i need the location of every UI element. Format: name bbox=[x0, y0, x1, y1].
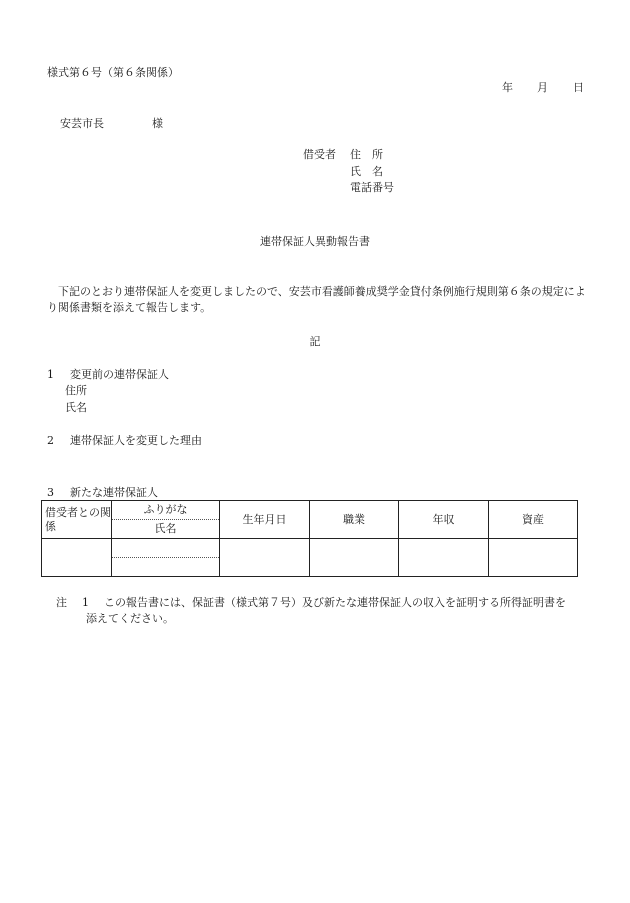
body-text bbox=[47, 284, 587, 316]
birth-cell[interactable] bbox=[220, 539, 310, 577]
addressee bbox=[60, 117, 163, 131]
relation-cell[interactable] bbox=[42, 539, 112, 577]
borrower-fields bbox=[350, 148, 394, 198]
borrower-phone-label: 電話番号 bbox=[350, 181, 394, 194]
note-number: 1 bbox=[82, 596, 89, 609]
note-line-1 bbox=[56, 596, 566, 610]
note-label: 注 bbox=[56, 596, 67, 609]
section-1-number: 1 bbox=[47, 368, 54, 381]
previous-guarantor-address: 住所 bbox=[65, 384, 87, 397]
furigana-header: ふりがな bbox=[112, 501, 219, 520]
section-2-heading bbox=[47, 434, 202, 448]
note-text: この報告書には、保証書（様式第７号）及び新たな連帯保証人の収入を証明する所得証明書を bbox=[104, 596, 566, 609]
birth-header: 生年月日 bbox=[220, 501, 310, 539]
addressee-name: 安芸市長 bbox=[60, 117, 104, 130]
table-row bbox=[42, 539, 578, 577]
name-cell[interactable] bbox=[112, 558, 219, 576]
section-3-title: 新たな連帯保証人 bbox=[70, 486, 158, 499]
job-header: 職業 bbox=[310, 501, 399, 539]
relation-header: 借受者との関係 bbox=[42, 501, 112, 539]
ki-heading: 記 bbox=[309, 335, 321, 348]
table-header-row bbox=[42, 501, 578, 539]
borrower-address-label: 住 所 bbox=[350, 148, 383, 161]
job-cell[interactable] bbox=[310, 539, 399, 577]
section-1-title: 変更前の連帯保証人 bbox=[70, 368, 169, 381]
addressee-honorific: 様 bbox=[152, 117, 163, 130]
section-3-heading bbox=[47, 486, 158, 500]
section-1-heading bbox=[47, 368, 169, 382]
furigana-name-header bbox=[112, 501, 220, 539]
new-guarantor-table bbox=[41, 500, 578, 577]
income-header: 年収 bbox=[399, 501, 489, 539]
document-title: 連帯保証人異動報告書 bbox=[260, 235, 370, 248]
borrower-label: 借受者 bbox=[303, 148, 336, 161]
date-day: 日 bbox=[573, 81, 584, 94]
assets-cell[interactable] bbox=[489, 539, 578, 577]
furigana-cell[interactable] bbox=[112, 539, 219, 558]
previous-guarantor-name: 氏名 bbox=[65, 400, 87, 414]
borrower-name-label: 氏 名 bbox=[350, 164, 383, 178]
section-1-items bbox=[65, 384, 87, 417]
section-2-title: 連帯保証人を変更した理由 bbox=[70, 434, 202, 447]
income-cell[interactable] bbox=[399, 539, 489, 577]
assets-header: 資産 bbox=[489, 501, 578, 539]
name-header: 氏名 bbox=[154, 522, 177, 535]
section-2-number: 2 bbox=[47, 434, 54, 447]
form-number: 様式第６号（第６条関係） bbox=[47, 66, 179, 79]
body-paragraph: 下記のとおり連帯保証人を変更しましたので、安芸市看護師養成奨学金貸付条例施行規則第６条の規定により関係書類を添えて報告します。 bbox=[47, 285, 586, 314]
date-year: 年 bbox=[502, 81, 513, 94]
note-line-2: 添えてください。 bbox=[86, 612, 174, 625]
date-month: 月 bbox=[537, 81, 548, 94]
furigana-name-cell bbox=[112, 539, 220, 577]
section-3-number: 3 bbox=[47, 486, 54, 499]
